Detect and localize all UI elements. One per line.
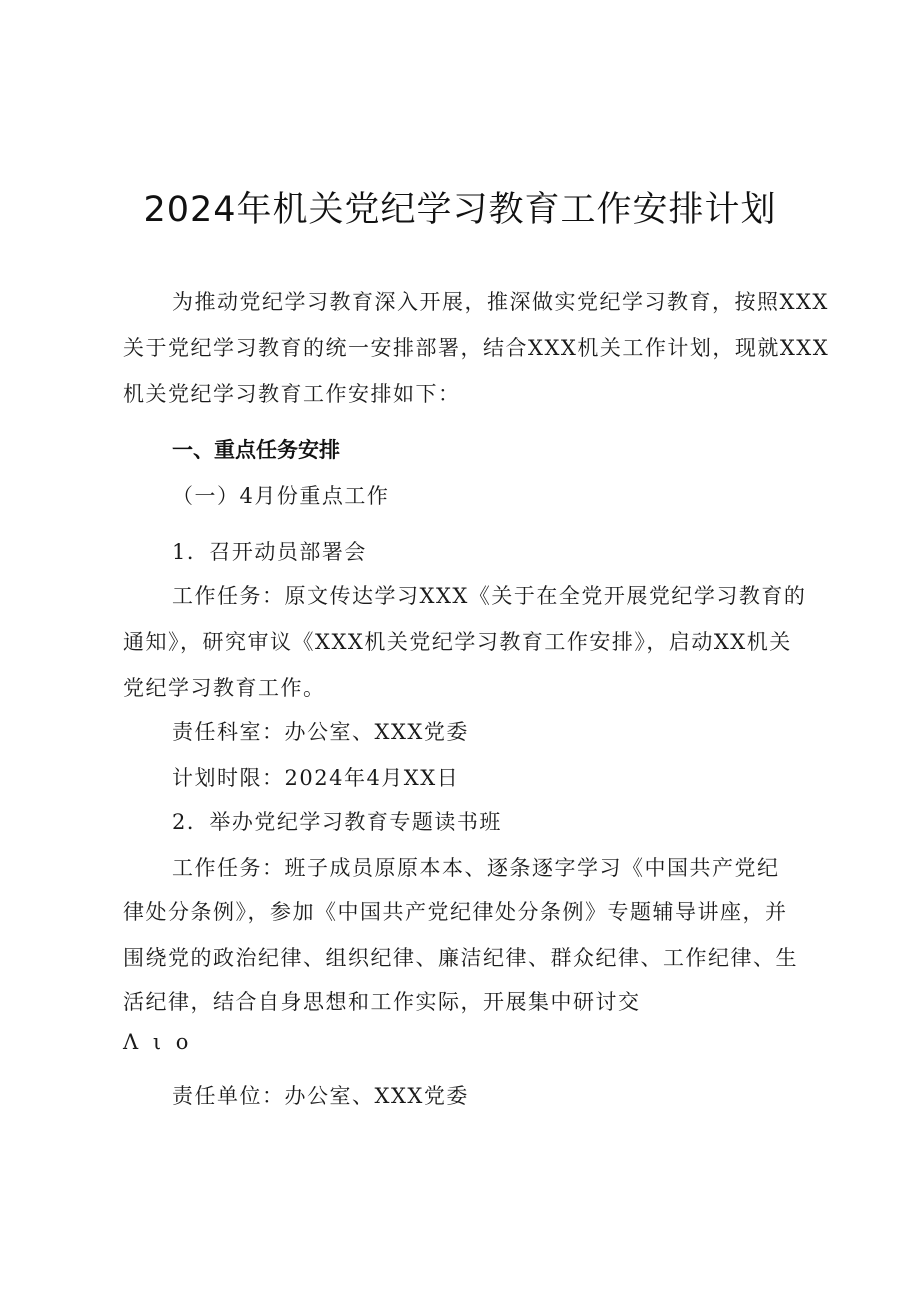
item-2-responsible: 责任单位：办公室、XXX党委 <box>172 1084 469 1108</box>
item-1-task-line-1: 工作任务：原文传达学习XXX《关于在全党开展党纪学习教育的 <box>172 584 807 608</box>
item-1-responsible: 责任科室：办公室、XXX党委 <box>172 720 469 744</box>
subsection-heading: （一）4月份重点工作 <box>172 484 390 508</box>
intro-line-3: 机关党纪学习教育工作安排如下： <box>123 382 461 406</box>
item-2-task-line-3: 围绕党的政治纪律、组织纪律、廉洁纪律、群众纪律、工作纪律、生 <box>123 946 798 970</box>
item-2-task-line-1: 工作任务：班子成员原原本本、逐条逐字学习《中国共产党纪 <box>172 856 780 880</box>
item-1-heading: 1．召开动员部署会 <box>172 540 367 564</box>
item-2-task-line-4: 活纪律，结合自身思想和工作实际，开展集中研讨交 <box>123 990 641 1014</box>
item-1-deadline: 计划时限：2024年4月XX日 <box>172 766 460 790</box>
intro-line-2: 关于党纪学习教育的统一安排部署，结合XXX机关工作计划，现就XXX <box>123 336 830 360</box>
item-1-task-line-3: 党纪学习教育工作。 <box>123 676 326 700</box>
intro-line-1: 为推动党纪学习教育深入开展，推深做实党纪学习教育，按照XXX <box>172 290 829 314</box>
item-2-task-line-5: Λ ι o <box>123 1030 193 1054</box>
item-1-task-line-2: 通知》，研究审议《XXX机关党纪学习教育工作安排》，启动XX机关 <box>123 630 792 654</box>
item-2-heading: 2．举办党纪学习教育专题读书班 <box>172 810 502 834</box>
item-2-task-line-2: 律处分条例》，参加《中国共产党纪律处分条例》专题辅导讲座，并 <box>123 900 788 924</box>
section-heading: 一、重点任务安排 <box>172 438 340 462</box>
document-title: 2024年机关党纪学习教育工作安排计划 <box>143 190 777 230</box>
